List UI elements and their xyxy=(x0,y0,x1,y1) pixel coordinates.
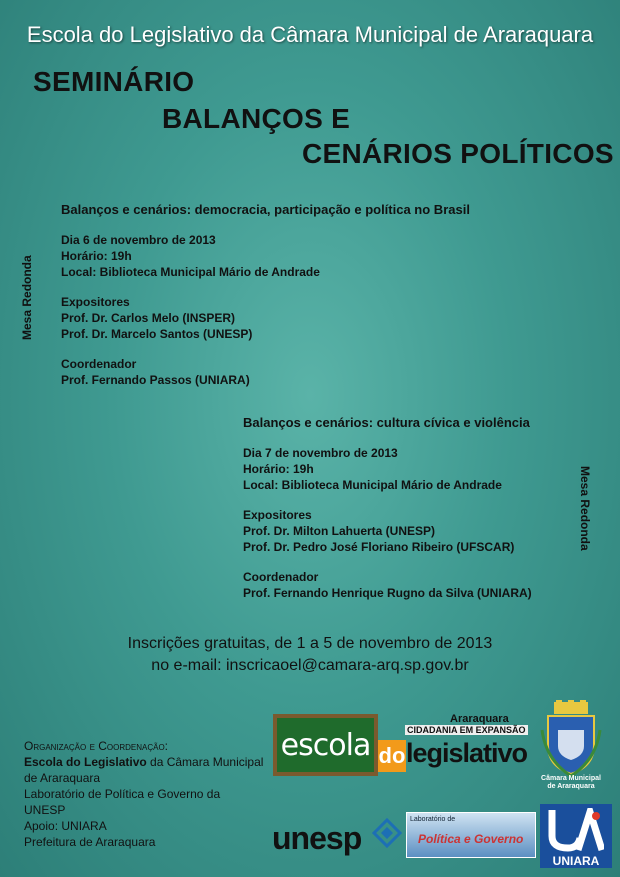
do-logo-box: do xyxy=(378,740,406,772)
session2-coord-heading: Coordenador xyxy=(243,570,319,584)
inscricoes-line1: Inscrições gratuitas, de 1 a 5 de novembro de 2013 xyxy=(127,635,493,652)
uniara-logo-text: UNIARA xyxy=(552,854,600,868)
session2-exp-heading: Expositores xyxy=(243,508,312,522)
organizacao-heading: Organização e Coordenação: xyxy=(24,739,169,753)
legislativo-logo-text: legislativo xyxy=(406,738,528,768)
session1-time: Horário: 19h xyxy=(61,249,132,263)
session2-time: Horário: 19h xyxy=(243,462,314,476)
session1-place: Local: Biblioteca Municipal Mário de Andrade xyxy=(61,265,320,279)
title-line3: CENÁRIOS POLÍTICOS xyxy=(302,138,614,169)
cidadania-logo-text: CIDADANIA EM EXPANSÃO xyxy=(407,725,526,735)
session1-block xyxy=(61,202,470,388)
org1-bold: Escola do Legislativo xyxy=(24,755,147,769)
organizacao-org1 xyxy=(24,754,264,786)
session2-vertical-label: Mesa Redonda xyxy=(578,466,592,551)
session2-exp2: Prof. Dr. Pedro José Floriano Ribeiro (UFSCAR) xyxy=(243,540,515,554)
unesp-logo-icon xyxy=(372,818,402,848)
laboratorio-logo-big: Política e Governo xyxy=(418,832,524,846)
session1-vertical-label: Mesa Redonda xyxy=(20,255,34,340)
session2-date: Dia 7 de novembro de 2013 xyxy=(243,446,398,460)
escola-chalkboard-logo xyxy=(273,714,378,776)
session2-block xyxy=(243,415,532,601)
header-title: Escola do Legislativo da Câmara Municipal de Araraquara xyxy=(26,22,594,47)
escola-logo-text: escola xyxy=(280,727,371,763)
org1-rest: da Câmara Municipal de Araraquara xyxy=(24,755,264,785)
session2-coord: Prof. Fernando Henrique Rugno da Silva (UNIARA) xyxy=(243,586,532,600)
camara-crest-label: Câmara Municipal de Araraquara xyxy=(541,775,601,790)
session2-place: Local: Biblioteca Municipal Mário de Andrade xyxy=(243,478,502,492)
title-line2: BALANÇOS E xyxy=(162,103,351,134)
araraquara-logo-text: Araraquara xyxy=(450,713,509,725)
session1-title: Balanços e cenários: democracia, participação e política no Brasil xyxy=(61,202,470,217)
session1-coord: Prof. Fernando Passos (UNIARA) xyxy=(61,373,250,387)
session1-coord-heading: Coordenador xyxy=(61,357,137,371)
uniara-logo-icon xyxy=(548,808,604,852)
session2-title: Balanços e cenários: cultura cívica e violência xyxy=(243,415,530,430)
organizacao-apoio: Apoio: UNIARA xyxy=(24,819,107,833)
session1-exp2: Prof. Dr. Marcelo Santos (UNESP) xyxy=(61,327,253,341)
unesp-logo-text: unesp xyxy=(272,820,362,856)
organizacao-prefeitura: Prefeitura de Araraquara xyxy=(24,835,156,849)
session2-exp1: Prof. Dr. Milton Lahuerta (UNESP) xyxy=(243,524,436,538)
organizacao-block xyxy=(24,738,264,850)
session1-exp-heading: Expositores xyxy=(61,295,130,309)
session1-date: Dia 6 de novembro de 2013 xyxy=(61,233,216,247)
inscricoes-line2[interactable]: no e-mail: inscricaoel@camara-arq.sp.gov.br xyxy=(151,657,469,674)
title-line1: SEMINÁRIO xyxy=(33,66,195,97)
session1-exp1: Prof. Dr. Carlos Melo (INSPER) xyxy=(61,311,236,325)
laboratorio-logo-small: Laboratório de xyxy=(410,816,456,823)
organizacao-org2: Laboratório de Política e Governo da UNESP xyxy=(24,787,221,817)
camara-crest-icon xyxy=(540,700,602,778)
